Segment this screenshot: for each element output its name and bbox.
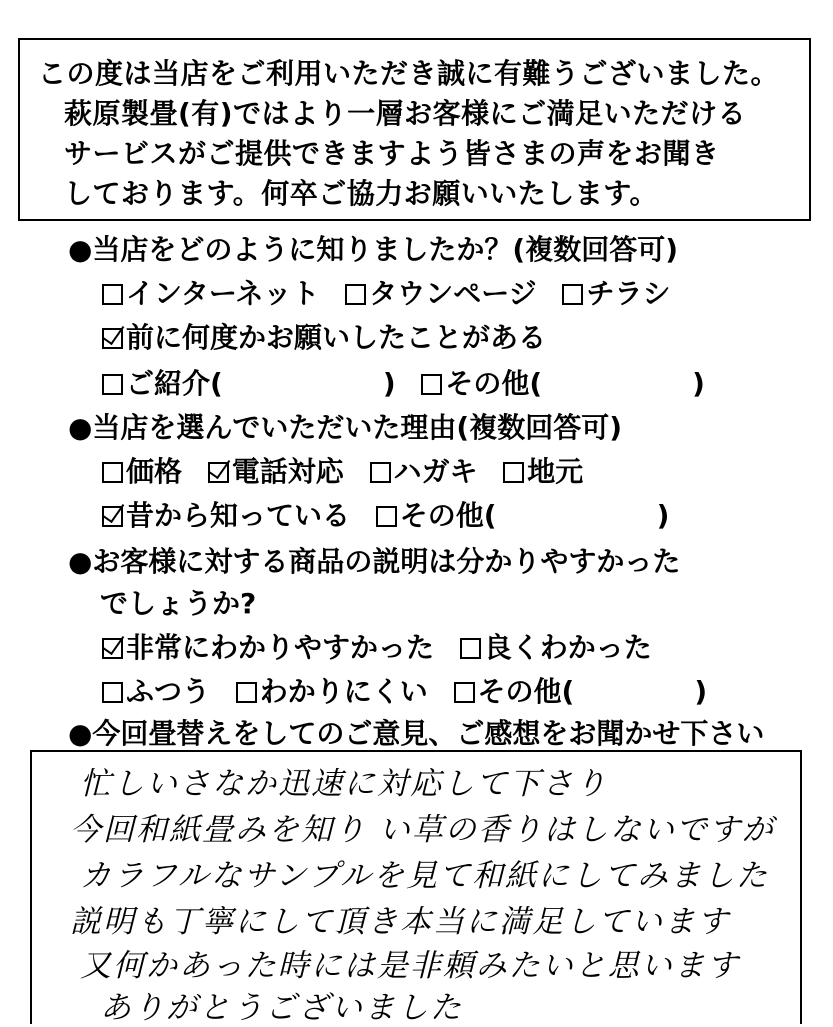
q2-options-row-1 bbox=[102, 450, 599, 490]
q3-option-very-clear[interactable]: 非常にわかりやすかった bbox=[102, 626, 434, 666]
intro-line-3: サービスがご提供できますよう皆さまの声をお聞き bbox=[64, 137, 720, 170]
checked-checkbox-icon[interactable] bbox=[208, 462, 229, 483]
checkbox-icon[interactable] bbox=[102, 462, 123, 483]
checked-checkbox-icon[interactable] bbox=[102, 506, 123, 527]
comment-line-3: カラフルなサンプルを見て和紙にしてみました bbox=[80, 858, 769, 894]
checkbox-icon[interactable] bbox=[102, 682, 123, 703]
q3-heading: ●お客様に対する商品の説明は分かりやすかった bbox=[68, 545, 681, 578]
q2-option-phone[interactable]: 電話対応 bbox=[208, 450, 344, 490]
checkbox-icon[interactable] bbox=[460, 638, 481, 659]
q2-option-local[interactable]: 地元 bbox=[503, 450, 583, 490]
intro-line-4: しております。何卒ご協力お願いいたします。 bbox=[64, 177, 659, 210]
q3-option-other[interactable]: その他( ) bbox=[454, 670, 708, 710]
q1-heading: ●当店をどのように知りましたか？(複数回答可) bbox=[68, 233, 679, 266]
checkbox-icon[interactable] bbox=[345, 284, 366, 305]
checkbox-icon[interactable] bbox=[102, 374, 123, 395]
q3-options-row-2 bbox=[102, 670, 723, 710]
checked-checkbox-icon[interactable] bbox=[102, 328, 123, 349]
q1-options-row-1 bbox=[102, 272, 686, 312]
intro-line-2: 萩原製畳(有)ではより一層お客様にご満足いただける bbox=[64, 97, 747, 130]
checkbox-icon[interactable] bbox=[102, 284, 123, 305]
q3-options-row-1 bbox=[102, 626, 668, 666]
comment-line-2: 今回和紙畳みを知り い草の香りはしないですが bbox=[70, 812, 775, 848]
comment-line-4: 説明も丁寧にして頂き本当に満足しています bbox=[70, 904, 730, 940]
checkbox-icon[interactable] bbox=[454, 682, 475, 703]
q1-option-internet[interactable]: インターネット bbox=[102, 272, 319, 312]
q2-option-longtime[interactable]: 昔から知っている bbox=[102, 494, 350, 534]
q1-option-townpage[interactable]: タウンページ bbox=[345, 272, 536, 312]
q2-option-other[interactable]: その他( ) bbox=[376, 494, 670, 534]
q2-options-row-2 bbox=[102, 494, 685, 534]
q3-option-clear[interactable]: 良くわかった bbox=[460, 626, 652, 666]
q1-options-row-3 bbox=[102, 362, 721, 402]
checked-checkbox-icon[interactable] bbox=[102, 638, 123, 659]
q1-options-row-2 bbox=[102, 316, 562, 356]
q1-option-flyer[interactable]: チラシ bbox=[562, 272, 670, 312]
checkbox-icon[interactable] bbox=[503, 462, 524, 483]
q3-option-unclear[interactable]: わかりにくい bbox=[236, 670, 428, 710]
q2-heading: ●当店を選んでいただいた理由(複数回答可) bbox=[68, 411, 623, 444]
checkbox-icon[interactable] bbox=[370, 462, 391, 483]
q2-option-price[interactable]: 価格 bbox=[102, 450, 182, 490]
comment-line-6: ありがとうございました bbox=[100, 990, 463, 1026]
checkbox-icon[interactable] bbox=[421, 374, 442, 395]
q4-heading: ●今回畳替えをしてのご意見、ご感想をお聞かせ下さい bbox=[68, 717, 765, 750]
checkbox-icon[interactable] bbox=[376, 506, 397, 527]
checkbox-icon[interactable] bbox=[236, 682, 257, 703]
comment-line-1: 忙しいさなか迅速に対応して下さり bbox=[80, 766, 608, 802]
q2-option-postcard[interactable]: ハガキ bbox=[370, 450, 478, 490]
q1-option-previous[interactable]: 前に何度かお願いしたことがある bbox=[102, 316, 546, 356]
checkbox-icon[interactable] bbox=[562, 284, 583, 305]
comment-line-5: 又何かあった時には是非頼みたいと思います bbox=[80, 948, 740, 984]
q1-option-other[interactable]: その他( ) bbox=[421, 362, 705, 402]
q3-option-normal[interactable]: ふつう bbox=[102, 670, 210, 710]
q3-heading-cont: でしょうか? bbox=[100, 587, 257, 620]
q1-option-referral[interactable]: ご紹介( ) bbox=[102, 362, 396, 402]
intro-line-1: この度は当店をご利用いただき誠に有難うございました。 bbox=[38, 57, 780, 90]
